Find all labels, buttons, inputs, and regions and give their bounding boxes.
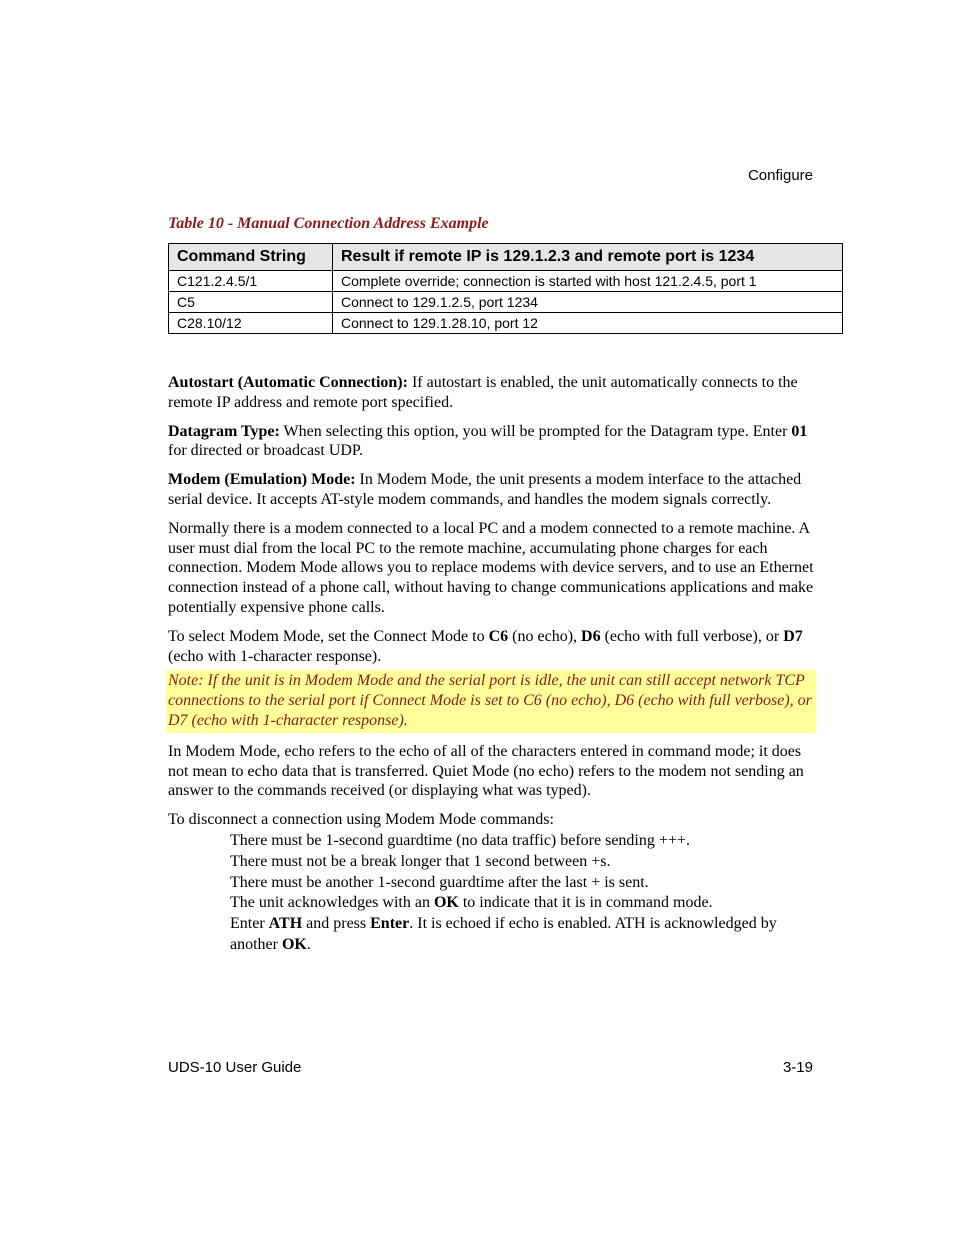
body-text bbox=[168, 373, 814, 956]
code-ok: OK bbox=[433, 894, 459, 912]
code-ok: OK bbox=[281, 935, 307, 953]
select-text: (echo with 1-character response). bbox=[168, 647, 382, 665]
table-cell: C121.2.4.5/1 bbox=[169, 271, 333, 292]
step-text: The unit acknowledges with an bbox=[230, 894, 434, 912]
page-footer bbox=[168, 1059, 813, 1076]
running-header: Configure bbox=[747, 167, 813, 184]
disconnect-intro: To disconnect a connection using Modem Mode commands: bbox=[168, 811, 554, 829]
datagram-text: When selecting this option, you will be prompted for the Datagram type. Enter bbox=[279, 422, 792, 440]
footer-guide-title: UDS-10 User Guide bbox=[168, 1059, 302, 1076]
table-row bbox=[169, 292, 843, 313]
step-text: . It is echoed if echo is enabled. ATH is acknowledged by another bbox=[230, 915, 777, 953]
modem-text: In Modem Mode, the unit presents a modem interface to the attached serial device. It accepts AT-style modem commands, and handles the modem signals correctly. bbox=[168, 471, 802, 508]
step-item bbox=[230, 893, 814, 914]
step-item: There must be another 1-second guardtime after the last + is sent. bbox=[230, 873, 649, 891]
code-d6: D6 bbox=[581, 627, 601, 645]
code-c6: C6 bbox=[488, 627, 509, 645]
table-cell: Connect to 129.1.2.5, port 1234 bbox=[333, 292, 843, 313]
select-text: (echo with full verbose), or bbox=[600, 627, 784, 645]
step-item: There must not be a break longer that 1 second between +s. bbox=[230, 852, 611, 870]
column-header-command: Command String bbox=[169, 244, 333, 271]
step-text: . bbox=[306, 935, 311, 953]
modem-paragraph bbox=[168, 470, 814, 510]
step-item bbox=[230, 914, 814, 956]
select-paragraph bbox=[168, 627, 814, 667]
datagram-paragraph bbox=[168, 422, 814, 462]
code-d7: D7 bbox=[783, 627, 803, 645]
page-number: 3-19 bbox=[782, 1059, 813, 1076]
table-header-row bbox=[169, 244, 843, 271]
autostart-text: If autostart is enabled, the unit automatically connects to the remote IP address and remote port specified. bbox=[168, 374, 798, 411]
key-enter: Enter bbox=[370, 915, 410, 933]
step-text: and press bbox=[302, 915, 371, 933]
autostart-term: Autostart (Automatic Connection): bbox=[168, 374, 408, 391]
datagram-code: 01 bbox=[791, 422, 808, 440]
step-text: Enter bbox=[230, 915, 269, 933]
table-cell: C28.10/12 bbox=[169, 313, 333, 334]
normally-paragraph: Normally there is a modem connected to a local PC and a modem connected to a remote machine. A user must dial from the local PC to the remote machine, accumulating phone charges for each connection. Modem Mode allows you to replace modems with device servers, and to use an Ethernet connection instead of a phone call, without having to change communications applications and make potentially expensive phone calls. bbox=[168, 519, 814, 616]
echo-paragraph: In Modem Mode, echo refers to the echo of all of the characters entered in command mode; it does not mean to echo data that is transferred. Quiet Mode (no echo) refers to the modem not sending an answer to the commands received (or displaying what was typed). bbox=[168, 742, 804, 800]
table-cell: Connect to 129.1.28.10, port 12 bbox=[333, 313, 843, 334]
step-item: There must be 1-second guardtime (no data traffic) before sending +++. bbox=[230, 831, 690, 849]
disconnect-steps bbox=[230, 831, 814, 956]
connection-address-table bbox=[168, 243, 843, 334]
select-text: (no echo), bbox=[508, 627, 582, 645]
table-cell: C5 bbox=[169, 292, 333, 313]
datagram-text-end: for directed or broadcast UDP. bbox=[168, 442, 364, 460]
column-header-result: Result if remote IP is 129.1.2.3 and remote port is 1234 bbox=[333, 244, 843, 271]
select-text: To select Modem Mode, set the Connect Mode to bbox=[168, 627, 489, 645]
table-cell: Complete override; connection is started with host 121.2.4.5, port 1 bbox=[333, 271, 843, 292]
code-ath: ATH bbox=[268, 915, 303, 933]
modem-term: Modem (Emulation) Mode: bbox=[168, 471, 356, 489]
datagram-term: Datagram Type: bbox=[168, 422, 280, 440]
step-text: to indicate that it is in command mode. bbox=[458, 894, 713, 912]
table-row bbox=[169, 271, 843, 292]
note-callout: Note: If the unit is in Modem Mode and the serial port is idle, the unit can still accept network TCP connections to the serial port if Connect Mode is set to C6 (no echo), D6 (echo with full verbose), or D7 (echo with 1-character response). bbox=[166, 670, 816, 732]
autostart-paragraph bbox=[168, 373, 814, 413]
table-row bbox=[169, 313, 843, 334]
table-caption: Table 10 - Manual Connection Address Example bbox=[168, 215, 489, 232]
